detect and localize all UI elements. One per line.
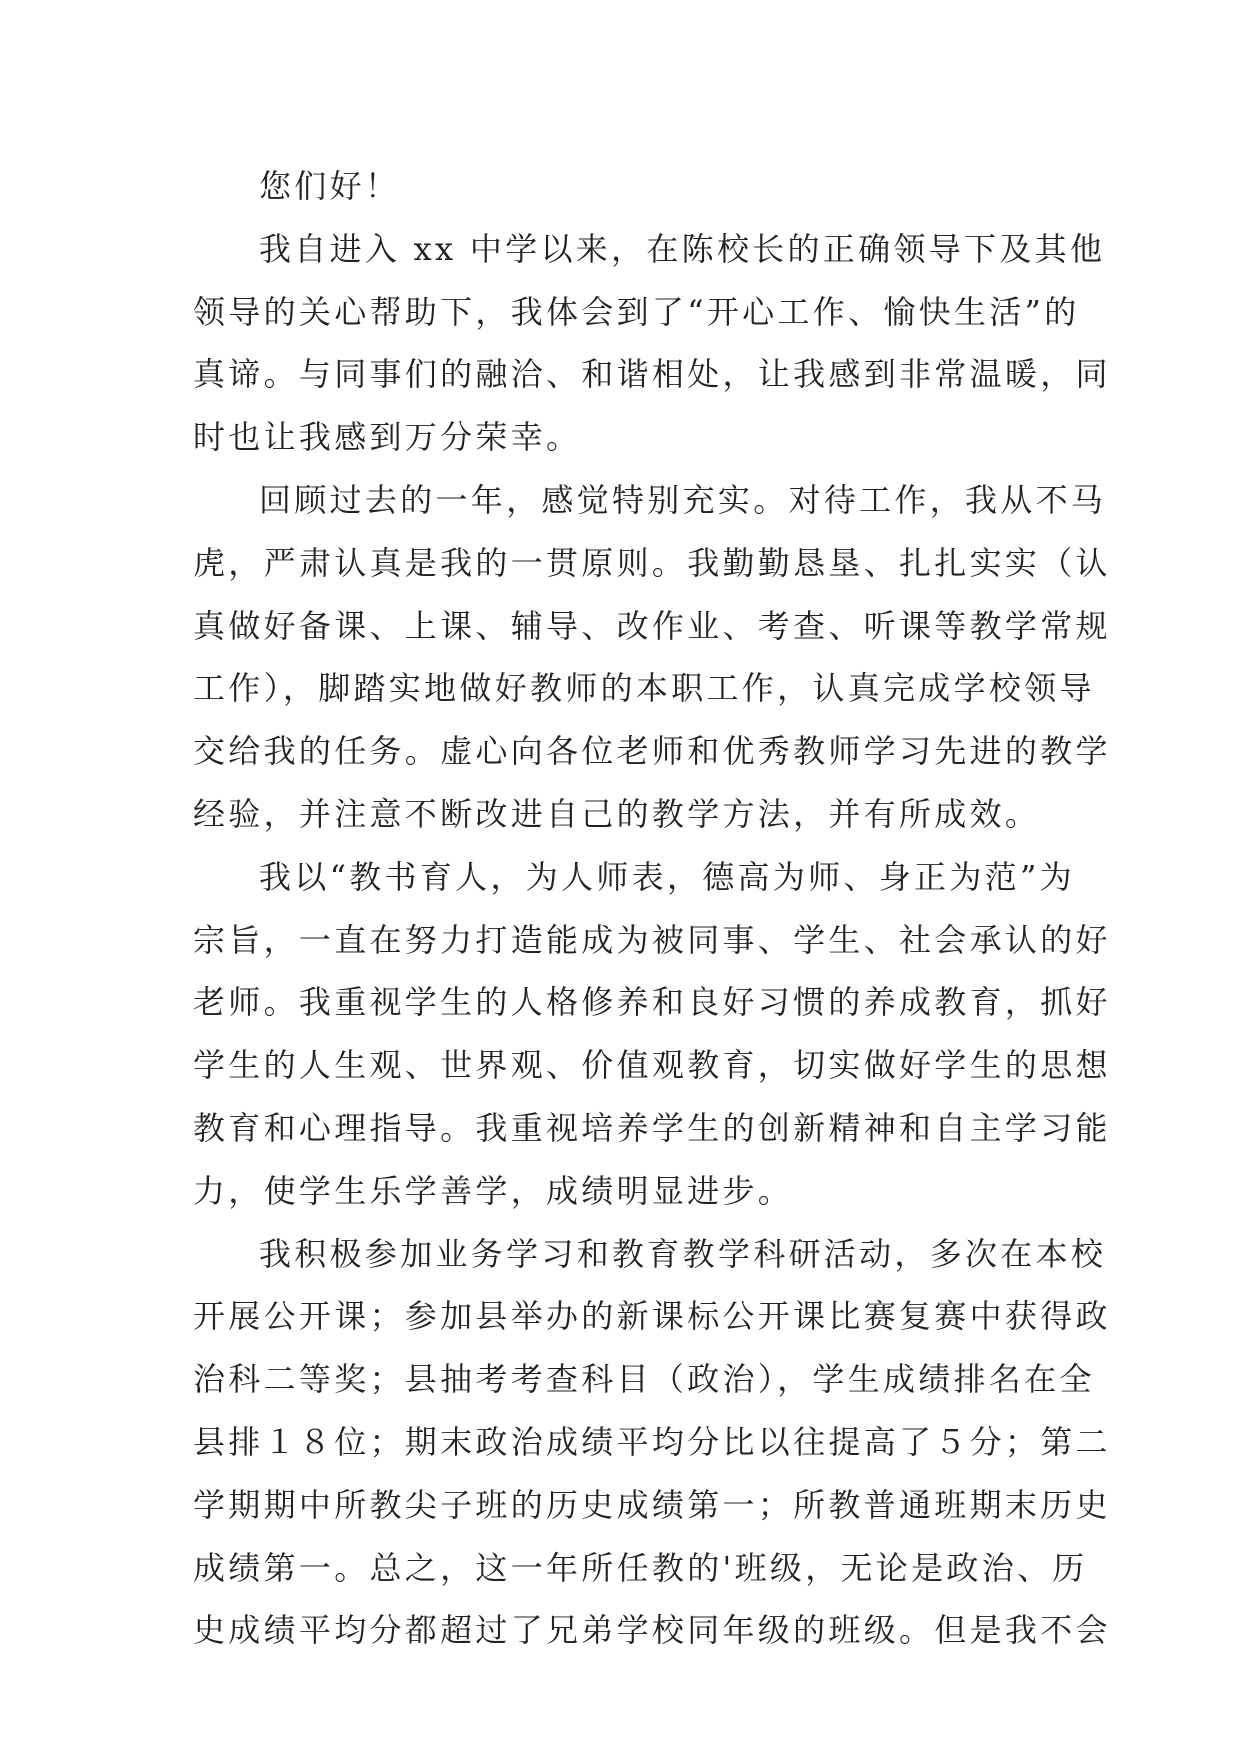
paragraph-line: 我自进入 xx 中学以来，在陈校长的正确领导下及其他 bbox=[259, 229, 1106, 268]
paragraph-4 bbox=[193, 1223, 1111, 1663]
paragraph-line: 我以“教书育人，为人师表，德高为师、身正为范”为 bbox=[259, 857, 1075, 896]
paragraph-line: 时也让我感到万分荣幸。 bbox=[193, 418, 582, 457]
paragraph-line: 力，使学生乐学善学，成绩明显进步。 bbox=[193, 1171, 794, 1210]
paragraph-line: 老师。我重视学生的人格修养和良好习惯的养成教育，抓好 bbox=[193, 983, 1111, 1022]
paragraph-line: 开展公开课；参加县举办的新课标公开课比赛复赛中获得政 bbox=[193, 1297, 1111, 1336]
paragraph-line: 真做好备课、上课、辅导、改作业、考查、听课等教学常规 bbox=[193, 606, 1111, 645]
greeting: 您们好！ bbox=[259, 167, 401, 205]
paragraph-3 bbox=[193, 846, 1111, 1223]
paragraph-line: 交给我的任务。虚心向各位老师和优秀教师学习先进的教学 bbox=[193, 732, 1111, 771]
paragraph-line: 史成绩平均分都超过了兄弟学校同年级的班级。但是我不会 bbox=[193, 1611, 1111, 1650]
paragraph-line: 经验，并注意不断改进自己的教学方法，并有所成效。 bbox=[193, 794, 1041, 833]
paragraph-line: 回顾过去的一年，感觉特别充实。对待工作，我从不马 bbox=[259, 480, 1107, 519]
paragraph-line: 我积极参加业务学习和教育教学科研活动，多次在本校 bbox=[259, 1234, 1107, 1273]
paragraph-line: 学期期中所教尖子班的历史成绩第一；所教普通班期末历史 bbox=[193, 1485, 1111, 1524]
paragraph-line: 治科二等奖；县抽考考查科目（政治），学生成绩排名在全 bbox=[193, 1360, 1095, 1399]
paragraph-line: 宗旨，一直在努力打造能成为被同事、学生、社会承认的好 bbox=[193, 920, 1111, 959]
document-body bbox=[193, 155, 1111, 1662]
paragraph-line: 县排１８位；期末政治成绩平均分比以往提高了５分；第二 bbox=[193, 1422, 1111, 1461]
paragraph-line: 成绩第一。总之，这一年所任教的'班级，无论是政治、历 bbox=[193, 1548, 1088, 1587]
paragraph-line: 领导的关心帮助下，我体会到了“开心工作、愉快生活”的 bbox=[193, 292, 1080, 331]
paragraph-line: 真谛。与同事们的融洽、和谐相处，让我感到非常温暖，同 bbox=[193, 355, 1111, 394]
paragraph-line: 教育和心理指导。我重视培养学生的创新精神和自主学习能 bbox=[193, 1108, 1111, 1147]
paragraph-line: 学生的人生观、世界观、价值观教育，切实做好学生的思想 bbox=[193, 1046, 1111, 1085]
paragraph-2 bbox=[193, 469, 1111, 846]
paragraph-line: 虎，严肃认真是我的一贯原则。我勤勤恳垦、扎扎实实（认 bbox=[193, 543, 1111, 582]
paragraph-1 bbox=[193, 218, 1111, 469]
paragraph-line: 工作），脚踏实地做好教师的本职工作，认真完成学校领导 bbox=[193, 669, 1095, 708]
